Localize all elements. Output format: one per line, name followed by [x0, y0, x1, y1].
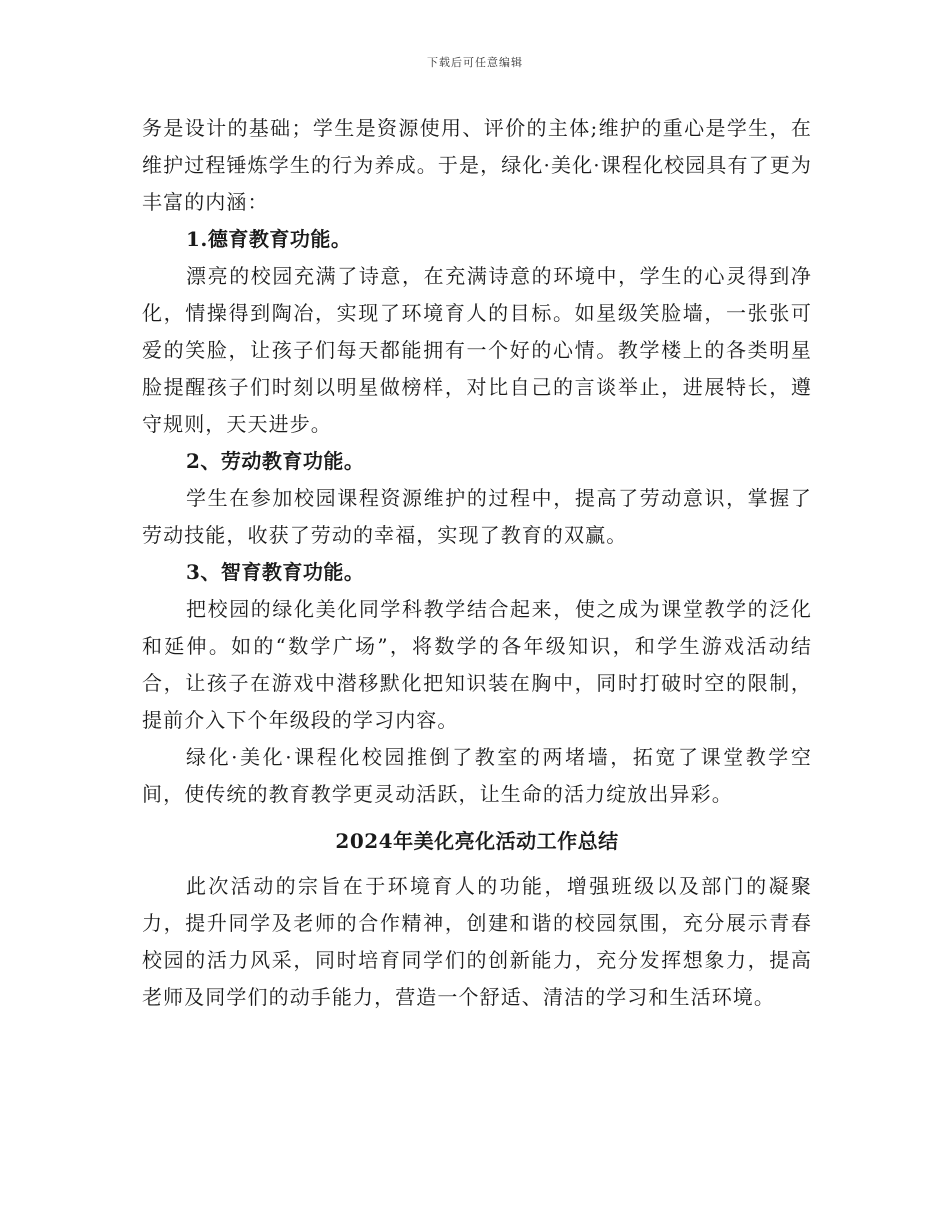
- labor-education-paragraph: 学生在参加校园课程资源维护的过程中，提高了劳动意识，掌握了劳动技能，收获了劳动的幸福，实现了教育的双赢。: [142, 486, 812, 547]
- intellectual-education-paragraph: 把校园的绿化美化同学科教学结合起来，使之成为课堂教学的泛化和延伸。如的“数学广场”，将数学的各年级知识，和学生游戏活动结合，让孩子在游戏中潜移默化把知识装在胸中，同时打破时空的限制，提前介入下个年级段的学习内容。: [142, 597, 812, 732]
- conclusion-paragraph: 绿化·美化·课程化校园推倒了教室的两堵墙，拓宽了课堂教学空间，使传统的教育教学更灵动活跃，让生命的活力绽放出异彩。: [142, 745, 812, 806]
- intellectual-education-heading: 3、智育教育功能。: [186, 560, 365, 584]
- summary-title: 2024年美化亮化活动工作总结: [335, 829, 619, 853]
- moral-education-paragraph: 漂亮的校园充满了诗意，在充满诗意的环境中，学生的心灵得到净化，情操得到陶冶，实现了环境育人的目标。如星级笑脸墙，一张张可爱的笑脸，让孩子们每天都能拥有一个好的心情。教学楼上的各类明星脸提醒孩子们时刻以明星做榜样，对比自己的言谈举止，进展特长，遵守规则，天天进步。: [142, 264, 812, 436]
- summary-paragraph: 此次活动的宗旨在于环境育人的功能，增强班级以及部门的凝聚力，提升同学及老师的合作精神，创建和谐的校园氛围，充分展示青春校园的活力风采，同时培育同学们的创新能力，充分发挥想象力，提高老师及同学们的动手能力，营造一个舒适、清洁的学习和生活环境。: [142, 874, 812, 1009]
- labor-education-heading: 2、劳动教育功能。: [186, 449, 365, 473]
- intro-paragraph: 务是设计的基础；学生是资源使用、评价的主体;维护的重心是学生，在维护过程锤炼学生的行为养成。于是，绿化·美化·课程化校园具有了更为丰富的内涵：: [142, 116, 812, 214]
- moral-education-heading: 1.德育教育功能。: [186, 227, 352, 251]
- header-note: 下载后可任意编辑: [427, 56, 523, 69]
- document-body: [142, 110, 812, 1016]
